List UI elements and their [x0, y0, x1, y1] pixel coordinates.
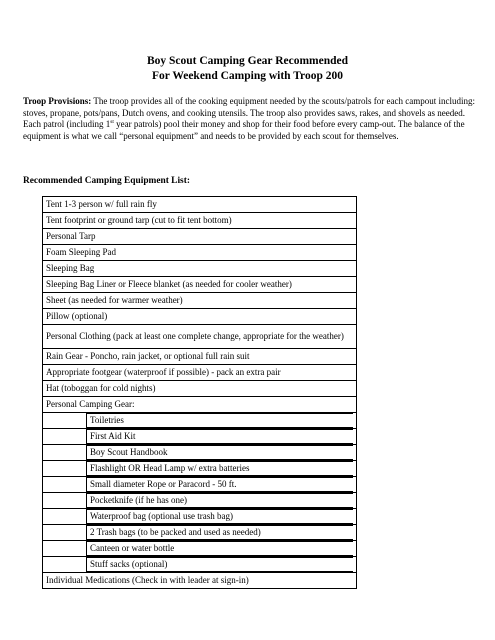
table-row [43, 245, 357, 261]
equipment-subitem-label: 2 Trash bags (to be packed and used as needed) [86, 525, 353, 540]
equipment-item: Sleeping Bag [43, 261, 357, 277]
troop-provisions-text-2: year patrols) pool their money and shop for their food before every camp-out. The balance of the equipment is what we call “personal equipment” and needs to be provided by each scout for themselves. [23, 119, 465, 141]
equipment-item: Rain Gear - Poncho, rain jacket, or optional full rain suit [43, 349, 357, 365]
equipment-item: Personal Tarp [43, 229, 357, 245]
equipment-subitem-label: Flashlight OR Head Lamp w/ extra batteries [86, 461, 353, 476]
document-title-line-1: Boy Scout Camping Gear Recommended [146, 55, 349, 67]
equipment-item: Personal Camping Gear: [43, 397, 357, 413]
equipment-item [43, 413, 357, 429]
equipment-item [43, 557, 357, 573]
table-row [43, 573, 357, 589]
equipment-item: Sleeping Bag Liner or Fleece blanket (as needed for cooler weather) [43, 277, 357, 293]
table-row [43, 413, 357, 429]
equipment-item: Foam Sleeping Pad [43, 245, 357, 261]
table-row [43, 381, 357, 397]
table-row [43, 197, 357, 213]
table-row [43, 541, 357, 557]
ordinal-superscript: st [110, 119, 114, 126]
equipment-item [43, 429, 357, 445]
equipment-item [43, 493, 357, 509]
equipment-item: Appropriate footgear (waterproof if possible) - pack an extra pair [43, 365, 357, 381]
equipment-item: Sheet (as needed for warmer weather) [43, 293, 357, 309]
table-row [43, 261, 357, 277]
table-row [43, 429, 357, 445]
table-row [43, 445, 357, 461]
table-row [43, 461, 357, 477]
equipment-item: Tent 1-3 person w/ full rain fly [43, 197, 357, 213]
equipment-subitem-label: Boy Scout Handbook [86, 445, 353, 460]
equipment-item [43, 525, 357, 541]
troop-provisions-paragraph [23, 96, 478, 142]
table-row [43, 213, 357, 229]
equipment-subitem-label: Stuff sacks (optional) [86, 557, 353, 572]
table-row [43, 349, 357, 365]
equipment-item: Pillow (optional) [43, 309, 357, 325]
equipment-item [43, 461, 357, 477]
equipment-subitem-label: Small diameter Rope or Paracord - 50 ft. [86, 477, 353, 492]
table-row [43, 325, 357, 349]
table-row [43, 277, 357, 293]
equipment-table [42, 196, 357, 589]
equipment-item: Individual Medications (Check in with leader at sign-in) [43, 573, 357, 589]
equipment-item: Tent footprint or ground tarp (cut to fit tent bottom) [43, 213, 357, 229]
equipment-item [43, 445, 357, 461]
table-row [43, 509, 357, 525]
table-row [43, 493, 357, 509]
table-row [43, 365, 357, 381]
document-title-line-2: For Weekend Camping with Troop 200 [152, 70, 343, 82]
table-row [43, 557, 357, 573]
equipment-item [43, 477, 357, 493]
troop-provisions-label: Troop Provisions: [23, 96, 92, 106]
table-row [43, 477, 357, 493]
equipment-list-heading: Recommended Camping Equipment List: [23, 176, 190, 186]
equipment-item [43, 509, 357, 525]
table-row [43, 397, 357, 413]
table-row [43, 525, 357, 541]
equipment-item: Hat (toboggan for cold nights) [43, 381, 357, 397]
table-row [43, 229, 357, 245]
equipment-item [43, 541, 357, 557]
equipment-subitem-label: First Aid Kit [86, 429, 353, 444]
table-row [43, 309, 357, 325]
table-row [43, 293, 357, 309]
equipment-subitem-label: Canteen or water bottle [86, 541, 353, 556]
equipment-subitem-label: Toiletries [86, 413, 353, 428]
equipment-subitem-label: Pocketknife (if he has one) [86, 493, 353, 508]
troop-provisions-text-1: The troop provides all of the cooking equipment needed by the scouts/patrols for each campout including: stoves, propane, pots/pans, Dutch ovens, and cooking utensils. The troop also provides saws, rakes, and shovels as needed. Each patrol (including 1 [23, 96, 476, 130]
equipment-subitem-label: Waterproof bag (optional use trash bag) [86, 509, 353, 524]
equipment-item: Personal Clothing (pack at least one complete change, appropriate for the weather) [43, 325, 357, 349]
